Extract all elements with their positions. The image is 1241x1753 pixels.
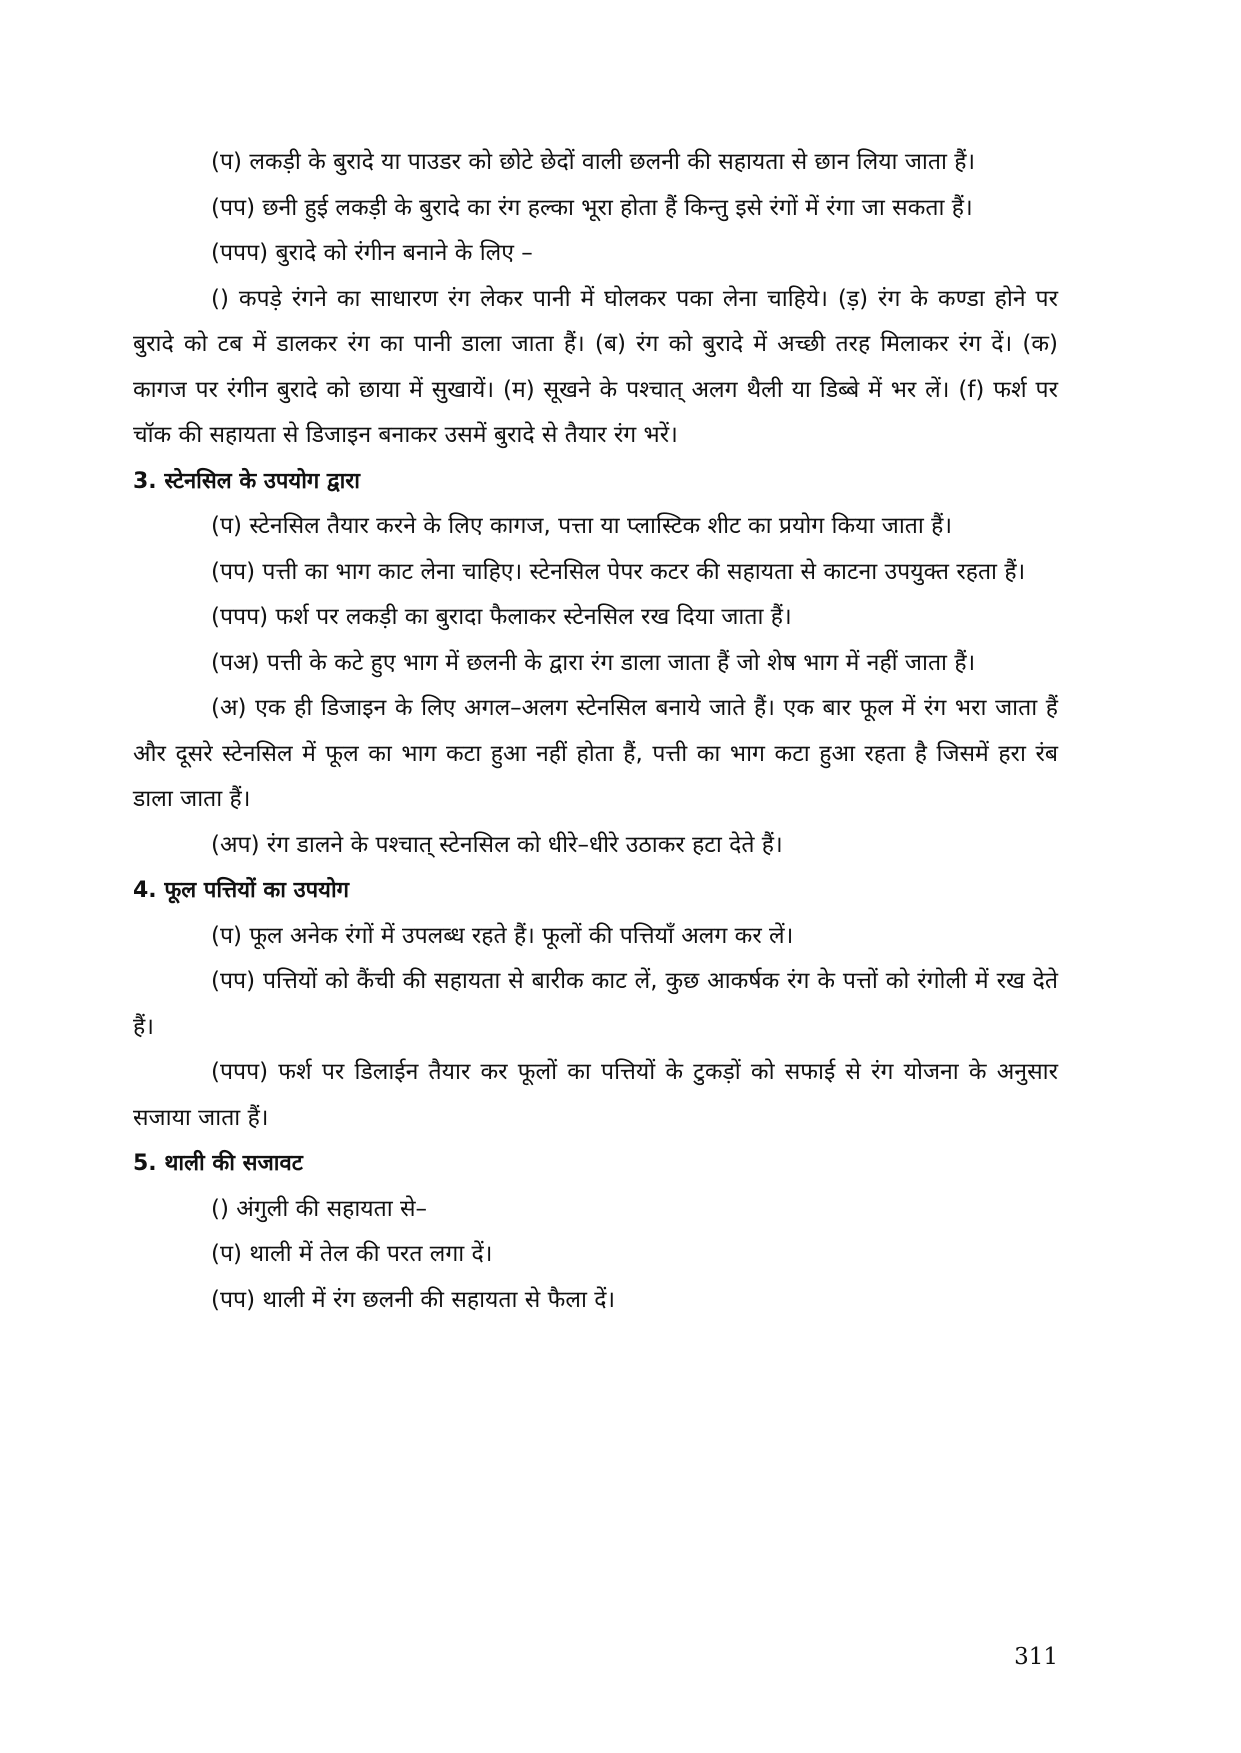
paragraph-flowers-arrange: (पपप) फर्श पर डिलाईन तैयार कर फूलों का पत्तियों के टुकड़ों को सफाई से रंग योजना के अनुसार सजाया जाता हैं। [133,1059,1058,1131]
page-number: 311 [1014,1644,1058,1670]
paragraph-plate-spread: (पप) थाली में रंग छलनी की सहायता से फैला दें। [211,1286,616,1313]
paragraph-stencil-remove: (अप) रंग डालने के पश्चात् स्टेनसिल को धीरे–धीरे उठाकर हटा देते हैं। [211,831,783,858]
page-body [133,140,1058,1323]
paragraph-stencil-cut: (पप) पत्ती का भाग काट लेना चाहिए। स्टेनसिल पेपर कटर की सहायता से काटना उपयुक्त रहता हैं। [211,558,1026,585]
paragraph-sawdust-sieve: (प) लकड़ी के बुरादे या पाउडर को छोटे छेदों वाली छलनी की सहायता से छान लिया जाता हैं। [211,149,976,175]
section-heading-plate: 5. थाली की सजावट [133,1151,303,1176]
paragraph-plate-oil: (प) थाली में तेल की परत लगा दें। [211,1241,493,1267]
paragraph-stencil-multiple: (अ) एक ही डिजाइन के लिए अगल–अलग स्टेनसिल बनाये जाते हैं। एक बार फूल में रंग भरा जाता हैं और दूसरे स्टेनसिल में फूल का भाग कटा हुआ नहीं होता हैं, पत्ती का भाग कटा हुआ रहता है जिसमें हरा रंब डाला जाता हैं। [133,695,1058,812]
paragraph-plate-finger: () अंगुली की सहायता से– [211,1195,428,1222]
paragraph-stencil-fill: (पअ) पत्ती के कटे हुए भाग में छलनी के द्वारा रंग डाला जाता हैं जो शेष भाग में नहीं जाता हैं। [211,649,976,676]
paragraph-sawdust-color: (पप) छनी हुई लकड़ी के बुरादे का रंग हल्का भूरा होता हैं किन्तु इसे रंगों में रंगा जा सकता हैं। [211,194,973,221]
paragraph-coloring-intro: (पपप) बुरादे को रंगीन बनाने के लिए – [211,240,533,266]
paragraph-flowers-petals: (प) फूल अनेक रंगों में उपलब्ध रहते हैं। फूलों की पत्तियाँ अलग कर लें। [211,922,794,949]
paragraph-stencil-place: (पपप) फर्श पर लकड़ी का बुरादा फैलाकर स्टेनसिल रख दिया जाता हैं। [211,604,792,630]
paragraph-coloring-steps: () कपड़े रंगने का साधारण रंग लेकर पानी में घोलकर पका लेना चाहिये। (ड़) रंग के कण्डा होने पर बुरादे को टब में डालकर रंग का पानी डाला जाता हैं। (ब) रंग को बुरादे में अच्छी तरह मिलाकर रंग दें। (क) कागज पर रंगीन बुरादे को छाया में सुखायें। (म) सूखने के पश्चात् अलग थैली या डिब्बे में भर लें। (f) फर्श पर चॉक की सहायता से डिजाइन बनाकर उसमें बुरादे से तैयार रंग भरें। [133,285,1058,448]
paragraph-stencil-material: (प) स्टेनसिल तैयार करने के लिए कागज, पत्ता या प्लास्टिक शीट का प्रयोग किया जाता हैं। [211,513,953,539]
section-heading-flowers: 4. फूल पत्तियों का उपयोग [133,878,350,903]
section-heading-stencil: 3. स्टेनसिल के उपयोग द्वारा [133,468,360,494]
paragraph-flowers-cut: (पप) पत्तियों को कैंची की सहायता से बारीक काट लें, कुछ आकर्षक रंग के पत्तों को रंगोली में रख देते हैं। [133,968,1058,1040]
